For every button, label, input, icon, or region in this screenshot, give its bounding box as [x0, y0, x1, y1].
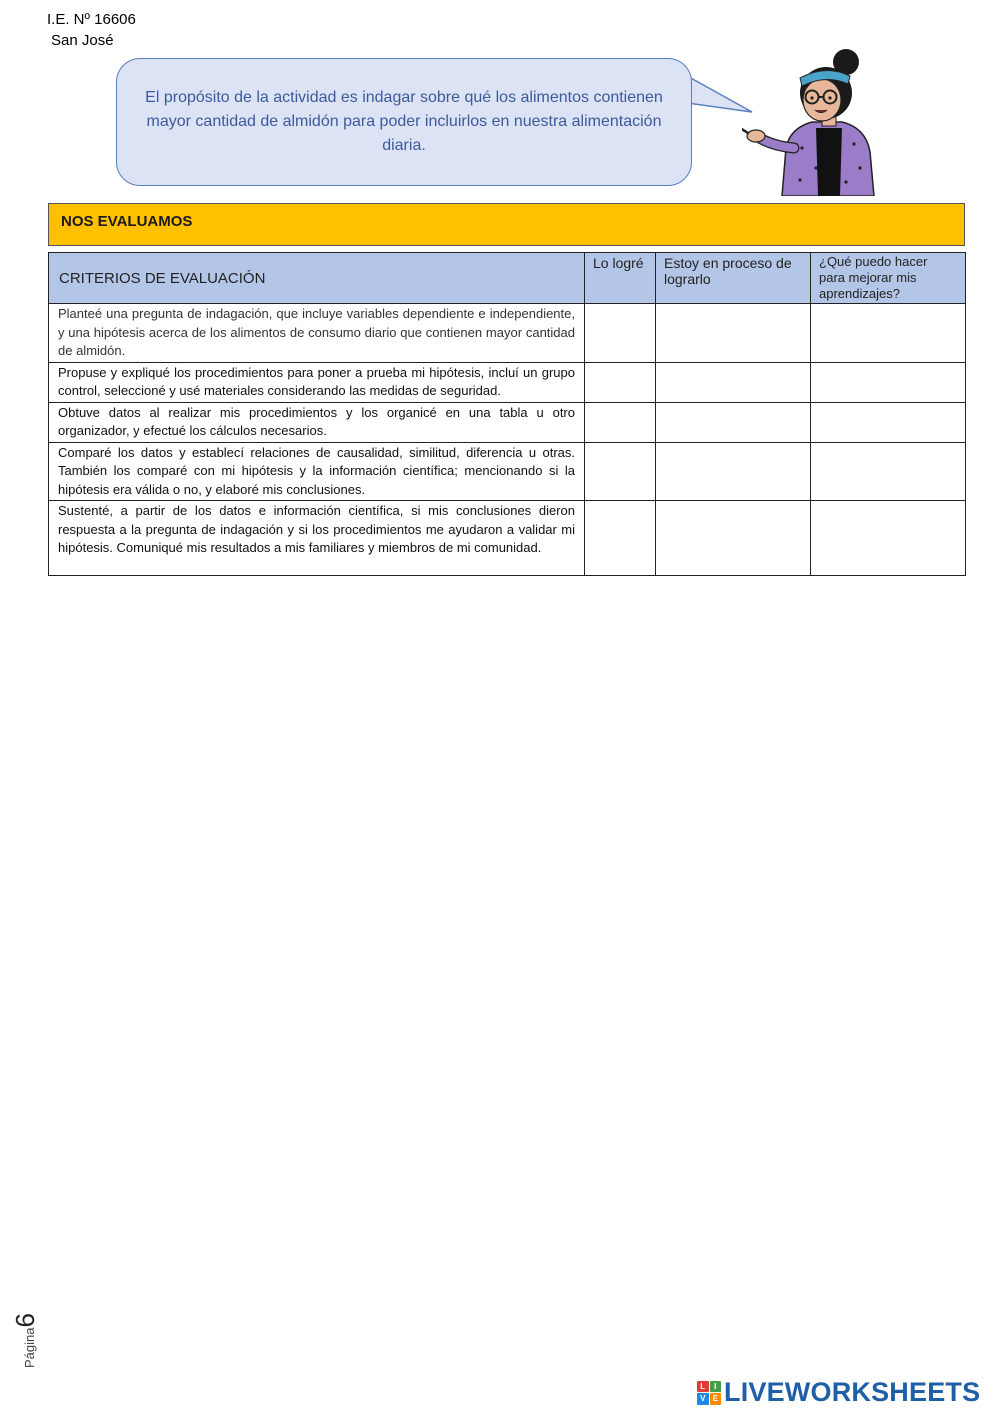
- criterion-text: Propuse y expliqué los procedimientos para poner a prueba mi hipótesis, incluí un grupo control, seleccioné y usé materiales considerando las medidas de seguridad.: [49, 362, 585, 402]
- table-header-row: [49, 253, 966, 304]
- mejorar-cell[interactable]: [811, 362, 966, 402]
- speech-bubble: [116, 58, 692, 186]
- table-row: [49, 304, 966, 363]
- mejorar-cell[interactable]: [811, 501, 966, 576]
- table-row: [49, 402, 966, 442]
- lo-logre-cell[interactable]: [585, 362, 656, 402]
- lo-logre-cell[interactable]: [585, 442, 656, 501]
- criterion-text: Sustenté, a partir de los datos e información científica, si mis conclusiones dieron respuesta a la pregunta de indagación y si los procedimientos me ayudaron a validar mi hipótesis. Comuniqué mis resultados a mis familiares y miembros de mi comunidad.: [49, 501, 585, 576]
- en-proceso-cell[interactable]: [656, 501, 811, 576]
- header-lo-logre: Lo logré: [585, 253, 656, 304]
- liveworksheets-logo[interactable]: [697, 1377, 980, 1408]
- header-criteria: CRITERIOS DE EVALUACIÓN: [49, 253, 585, 304]
- mejorar-cell[interactable]: [811, 304, 966, 363]
- banner-title: NOS EVALUAMOS: [61, 213, 193, 230]
- lo-logre-cell[interactable]: [585, 501, 656, 576]
- page-number-value: 6: [10, 1313, 40, 1328]
- mejorar-cell[interactable]: [811, 442, 966, 501]
- table-row: [49, 501, 966, 576]
- page-number: [10, 1313, 41, 1368]
- en-proceso-cell[interactable]: [656, 304, 811, 363]
- header-en-proceso: Estoy en proceso de lograrlo: [656, 253, 811, 304]
- school-place: San José: [51, 32, 114, 49]
- table-row: [49, 362, 966, 402]
- logo-text: LIVEWORKSHEETS: [724, 1377, 981, 1407]
- en-proceso-cell[interactable]: [656, 362, 811, 402]
- liveworksheets-icon: L I V E: [697, 1381, 721, 1405]
- page-label: Página: [22, 1327, 37, 1368]
- lo-logre-cell[interactable]: [585, 304, 656, 363]
- evaluation-criteria-table: [48, 252, 966, 576]
- school-name: I.E. Nº 16606: [47, 11, 136, 28]
- criterion-text: Comparé los datos y establecí relaciones de causalidad, similitud, diferencia u otras. También los comparé con mi hipótesis y la información científica; mencionando si la hipótesis era válida o no, y elaboré mis conclusiones.: [49, 442, 585, 501]
- criterion-text: Planteé una pregunta de indagación, que incluye variables dependiente e independiente, y una hipótesis acerca de los alimentos de consumo diario que contienen mayor cantidad de almidón.: [49, 304, 585, 363]
- header-mejorar: ¿Qué puedo hacer para mejorar mis aprendizajes?: [811, 253, 966, 304]
- teacher-illustration: [742, 48, 882, 196]
- criterion-text: Obtuve datos al realizar mis procedimientos y los organicé en una tabla u otro organizador, y efectué los cálculos necesarios.: [49, 402, 585, 442]
- lo-logre-cell[interactable]: [585, 402, 656, 442]
- en-proceso-cell[interactable]: [656, 442, 811, 501]
- table-row: [49, 442, 966, 501]
- en-proceso-cell[interactable]: [656, 402, 811, 442]
- school-header: [47, 9, 136, 51]
- purpose-text: El propósito de la actividad es indagar sobre qué los alimentos contienen mayor cantidad de almidón para poder incluirlos en nuestra alimentación diaria.: [145, 89, 663, 154]
- mejorar-cell[interactable]: [811, 402, 966, 442]
- nos-evaluamos-banner: [48, 203, 965, 246]
